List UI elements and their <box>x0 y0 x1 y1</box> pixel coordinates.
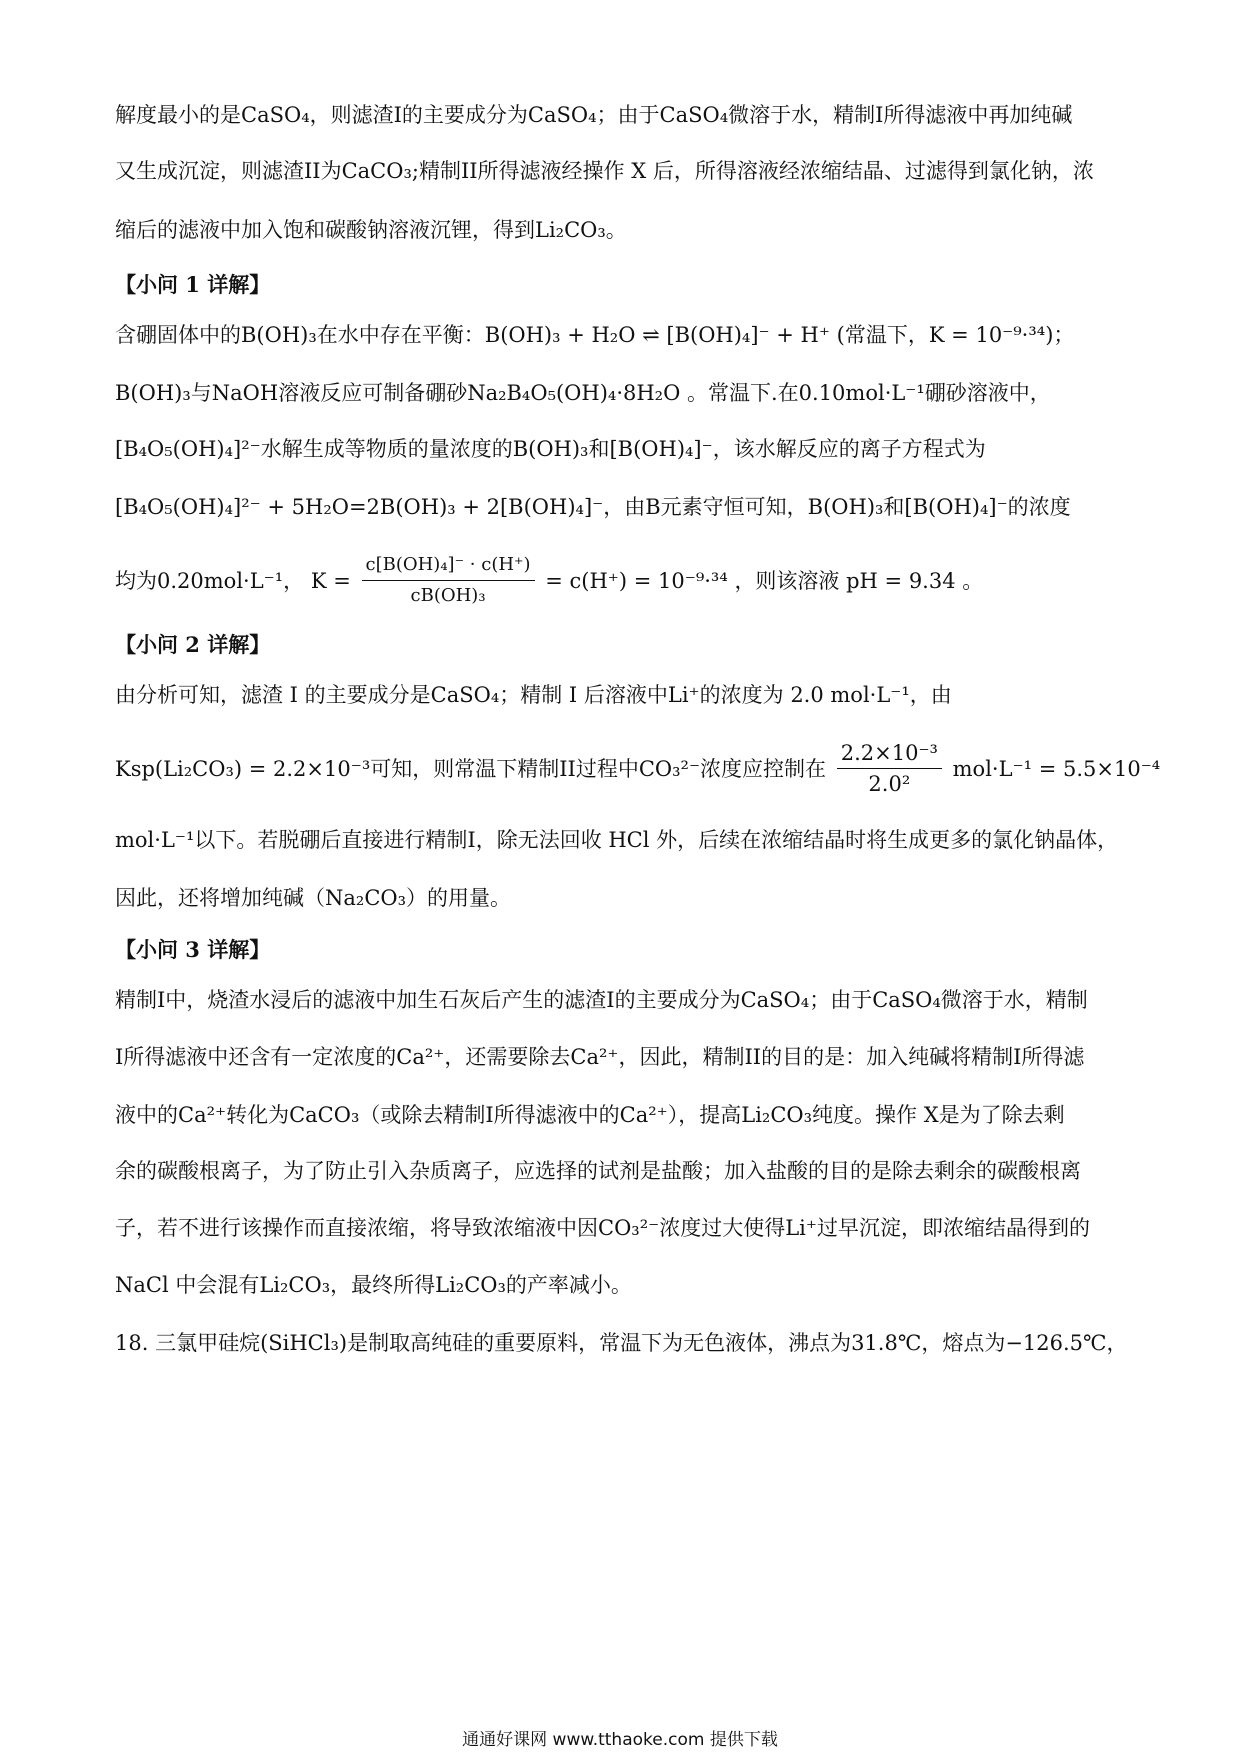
fraction <box>362 550 535 611</box>
text-line: 由分析可知，滤渣 I 的主要成分是CaSO₄；精制 I 后溶液中Li⁺的浓度为 2.0 mol·L⁻¹，由 <box>115 683 952 707</box>
equation-line <box>115 552 1135 612</box>
fraction-denominator: cB(OH)₃ <box>410 585 486 606</box>
fraction <box>837 738 942 799</box>
equation-line <box>115 740 1161 804</box>
text-line: 解度最小的是CaSO₄，则滤渣I的主要成分为CaSO₄；由于CaSO₄微溶于水，精制I所得滤液中再加纯碱 <box>115 103 1073 127</box>
text-line: NaCl 中会混有Li₂CO₃，最终所得Li₂CO₃的产率减小。 <box>115 1273 632 1297</box>
equation-rhs: = c(H⁺) = 10⁻⁹·³⁴ <box>545 569 728 593</box>
text-segment: 均为0.20mol·L⁻¹， <box>115 569 305 593</box>
section-heading: 【小问 1 详解】 <box>115 272 271 297</box>
text-line: 缩后的滤液中加入饱和碳酸钠溶液沉锂，得到Li₂CO₃。 <box>115 218 627 242</box>
text-segment: ，则该溶液 pH = 9.34 。 <box>734 569 984 593</box>
text-line: 余的碳酸根离子，为了防止引入杂质离子，应选择的试剂是盐酸；加入盐酸的目的是除去剩余的碳酸根离 <box>115 1159 1081 1183</box>
text-line: I所得滤液中还含有一定浓度的Ca²⁺，还需要除去Ca²⁺，因此，精制II的目的是：加入纯碱将精制I所得滤 <box>115 1045 1085 1069</box>
text-segment: Ksp(Li₂CO₃) = 2.2×10⁻³可知，则常温下精制II过程中CO₃²⁻浓度应控制在 <box>115 757 827 781</box>
text-line: 液中的Ca²⁺转化为CaCO₃（或除去精制I所得滤液中的Ca²⁺），提高Li₂CO₃纯度。操作 X是为了除去剩 <box>115 1103 1065 1127</box>
text-line: 含硼固体中的B(OH)₃在水中存在平衡：B(OH)₃ + H₂O ⇌ [B(OH)₄]⁻ + H⁺ (常温下，K = 10⁻⁹·³⁴)； <box>115 323 1075 347</box>
fraction-numerator: c[B(OH)₄]⁻ · c(H⁺) <box>362 550 535 581</box>
text-line: 18. 三氯甲硅烷(SiHCl₃)是制取高纯硅的重要原料，常温下为无色液体，沸点为31.8℃，熔点为−126.5℃， <box>115 1331 1128 1355</box>
text-line: [B₄O₅(OH)₄]²⁻水解生成等物质的量浓度的B(OH)₃和[B(OH)₄]⁻，该水解反应的离子方程式为 <box>115 437 986 461</box>
text-line: 因此，还将增加纯碱（Na₂CO₃）的用量。 <box>115 886 512 910</box>
text-line: 子，若不进行该操作而直接浓缩，将导致浓缩液中因CO₃²⁻浓度过大使得Li⁺过早沉淀，即浓缩结晶得到的 <box>115 1216 1090 1240</box>
equation-rhs: mol·L⁻¹ = 5.5×10⁻⁴ <box>952 757 1161 781</box>
section-heading: 【小问 2 详解】 <box>115 632 271 657</box>
text-line: [B₄O₅(OH)₄]²⁻ + 5H₂O=2B(OH)₃ + 2[B(OH)₄]⁻，由B元素守恒可知，B(OH)₃和[B(OH)₄]⁻的浓度 <box>115 495 1071 519</box>
text-line: mol·L⁻¹以下。若脱硼后直接进行精制I，除无法回收 HCl 外，后续在浓缩结晶时将生成更多的氯化钠晶体， <box>115 828 1119 852</box>
equation-lhs: K = <box>310 569 351 593</box>
fraction-numerator: 2.2×10⁻³ <box>837 738 942 769</box>
text-line: 又生成沉淀，则滤渣II为CaCO₃;精制II所得滤液经操作 X 后，所得溶液经浓缩结晶、过滤得到氯化钠，浓 <box>115 159 1094 183</box>
page-footer: 通通好课网 www.tthaoke.com 提供下载 <box>462 1730 778 1750</box>
text-line: B(OH)₃与NaOH溶液反应可制备硼砂Na₂B₄O₅(OH)₄·8H₂O 。常温下.在0.10mol·L⁻¹硼砂溶液中， <box>115 381 1051 405</box>
fraction-denominator: 2.0² <box>868 772 911 796</box>
section-heading: 【小问 3 详解】 <box>115 937 271 962</box>
text-line: 精制I中，烧渣水浸后的滤液中加生石灰后产生的滤渣I的主要成分为CaSO₄；由于CaSO₄微溶于水，精制 <box>115 988 1088 1012</box>
